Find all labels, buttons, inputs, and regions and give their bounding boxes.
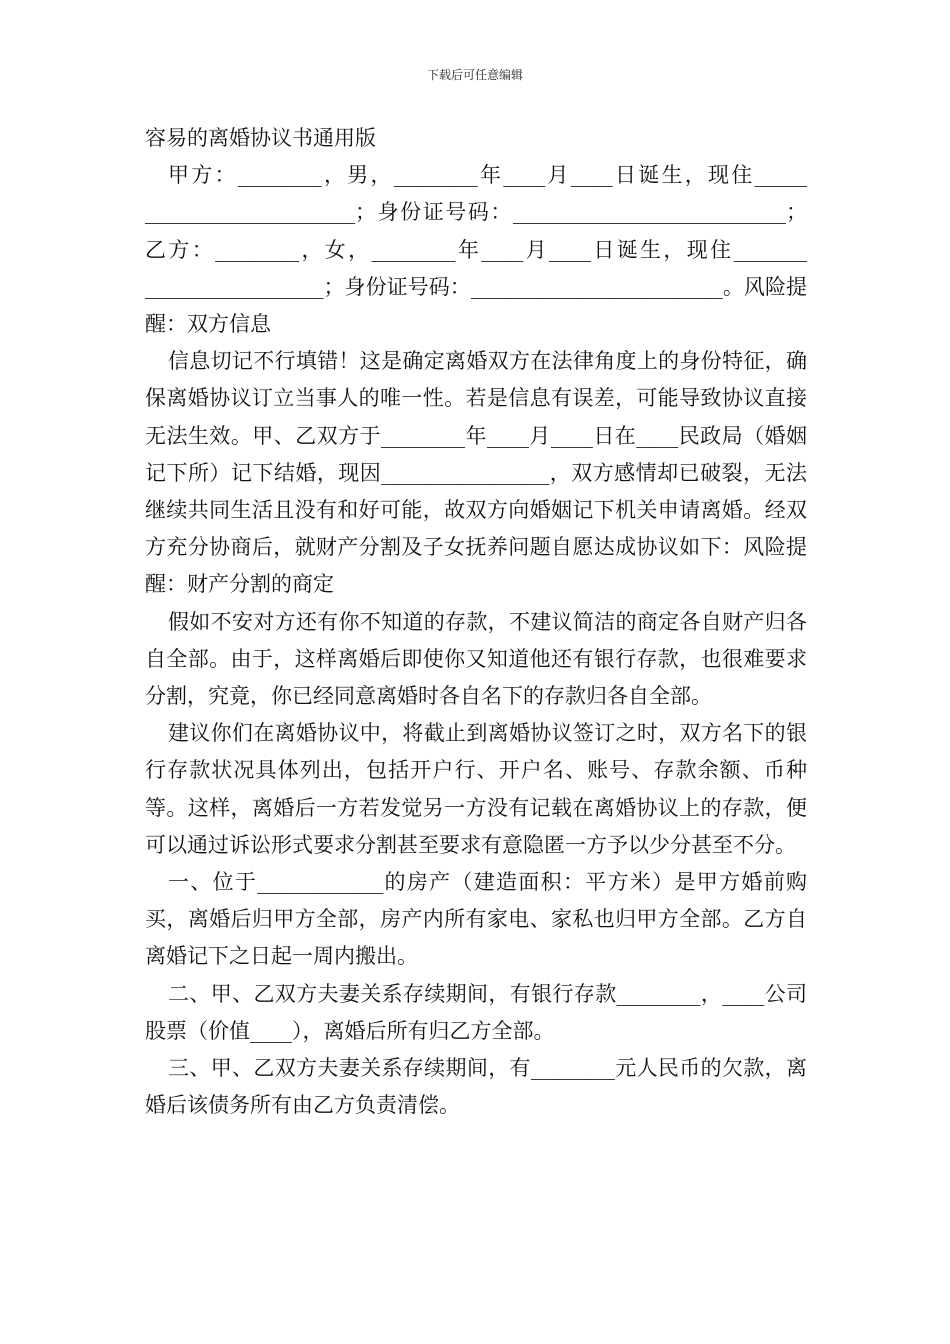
clause-savings: 二、甲、乙双方夫妻关系存续期间，有银行存款________，____公司股票（价值____），离婚后所有归乙方全部。 — [145, 981, 807, 1043]
paragraph-deposit-advice: 建议你们在离婚协议中，将截止到离婚协议签订之时，双方名下的银行存款状况具体列出，包括开户行、开户名、账号、存款余额、币种等。这样，离婚后一方若发觉另一方没有记载在离婚协议上的存款，便可以通过诉讼形式要求分割甚至要求有意隐匿一方予以少分甚至不分。 — [145, 721, 807, 857]
clause-debt: 三、甲、乙双方夫妻关系存续期间，有________元人民币的欠款，离婚后该债务所有由乙方负责清偿。 — [145, 1056, 807, 1118]
paragraph-marriage-background: 信息切记不行填错！这是确定离婚双方在法律角度上的身份特征，确保离婚协议订立当事人的唯一性。若是信息有误差，可能导致协议直接无法生效。甲、乙双方于________年____月____日在____民政局（婚姻记下所）记下结婚，现因________________，双方感情却已破裂，无法继续共同生活且没有和好可能，故双方向婚姻记下机关申请离婚。经双方充分协商后，就财产分割及子女抚养问题自愿达成协议如下：风险提醒：财产分割的商定 — [145, 349, 807, 597]
paragraph-party-info: 甲方：________，男，________年____月____日诞生，现住_____ ____________________；身份证号码：__________________________；乙方：________，女，________年____月____日诞生，现住_______ _________________；身份证号码：________________________。风险提醒：双方信息 — [145, 163, 807, 337]
document-title: 容易的离婚协议书通用版 — [145, 126, 376, 150]
document-body — [145, 120, 807, 1124]
header-note: 下载后可任意编辑 — [426, 68, 523, 82]
clause-property: 一、位于____________的房产（建造面积：平方米）是甲方婚前购买，离婚后归甲方全部，房产内所有家电、家私也归甲方全部。乙方自离婚记下之日起一周内搬出。 — [145, 870, 807, 969]
paragraph-deposit-risk: 假如不安对方还有你不知道的存款，不建议简洁的商定各自财产归各自全部。由于，这样离婚后即使你又知道他还有银行存款，也很难要求分割，究竟，你已经同意离婚时各自名下的存款归各自全部。 — [145, 609, 807, 709]
